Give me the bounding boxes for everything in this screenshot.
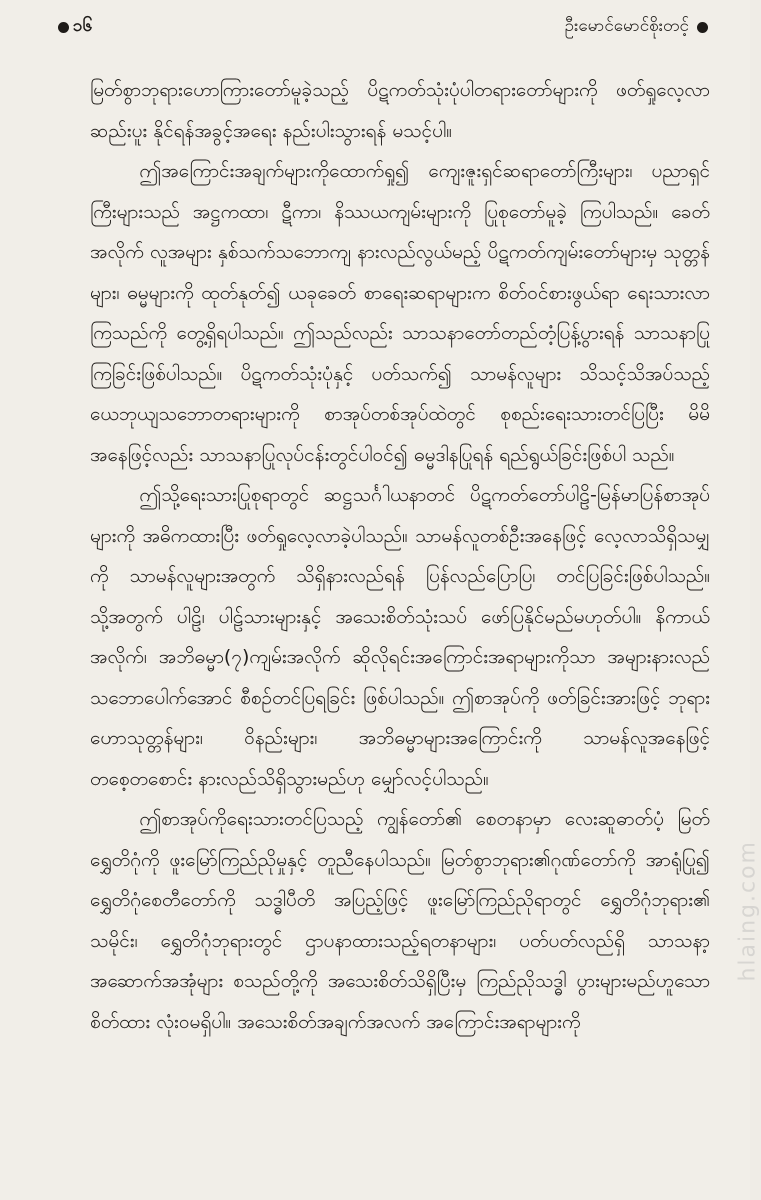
book-author: ဦးမောင်မောင်စိုးတင့် xyxy=(564,15,689,36)
paragraph: မြတ်စွာဘုရားဟောကြားတော်မူခဲ့သည့် ပိဋကတ်သုံးပုံပါတရားတော်များကို ဖတ်ရှုလေ့လာဆည်းပူး နိုင်ရန်အခွင့်အရေး နည်းပါးသွားရန် မသင့်ပါ။ xyxy=(90,79,710,142)
header-left xyxy=(58,15,92,40)
page-body xyxy=(90,70,710,1042)
running-header xyxy=(58,12,708,42)
bullet-icon xyxy=(58,22,69,33)
header-right xyxy=(565,15,708,40)
paragraph: ဤသို့ရေးသားပြုစုရာတွင် ဆဋ္ဌသင်္ဂါယနာတင် ပိဋကတ်တော်ပါဠိ-မြန်မာပြန်စာအုပ်များကို အဓိကထားပြီး ဖတ်ရှုလေ့လာခဲ့ပါသည်။ သာမန်လူတစ်ဦးအနေဖြင့် လေ့လာသိရှိသမျှကို သာမန်လူများအတွက် သိရှိနားလည်ရန် ပြန်လည်ပြောပြ၊ တင်ပြခြင်းဖြစ်ပါသည်။ သို့အတွက် ပါဠိ၊ ပါဠ်သားများနှင့် အသေးစိတ်သုံးသပ် ဖော်ပြနိုင်မည်မဟုတ်ပါ။ နိကာယ်အလိုက်၊ အဘိဓမ္မာ(၇)ကျမ်းအလိုက် ဆိုလိုရင်းအကြောင်းအရာများကိုသာ အများနားလည်သဘောပေါက်အောင် စီစဉ်တင်ပြရခြင်း ဖြစ်ပါသည်။ ဤစာအုပ်ကို ဖတ်ခြင်းအားဖြင့် ဘုရားဟောသုတ္တန်များ၊ ဝိနည်းများ၊ အဘိဓမ္မာများအကြောင်းကို သာမန်လူအနေဖြင့် တစေ့တစောင်း နားလည်သိရှိသွားမည်ဟု မျှော်လင့်ပါသည်။ xyxy=(90,484,710,790)
bullet-icon xyxy=(697,22,708,33)
watermark: hlaing.com xyxy=(736,840,761,982)
paragraph: ဤစာအုပ်ကိုရေးသားတင်ပြသည့် ကျွန်တော်၏ စေတနာမှာ လေးဆူဓာတ်ပံ့ မြတ်ရွှေတိဂုံကို ဖူးမြော်ကြည်ညိုမှုနှင့် တူညီနေပါသည်။ မြတ်စွာဘုရား၏ဂုဏ်တော်ကို အာရုံပြု၍ ရွှေတိဂုံစေတီတော်ကို သဒ္ဓါပီတိ အပြည့်ဖြင့် ဖူးမြော်ကြည်ညိုရာတွင် ရွှေတိဂုံဘုရား၏ သမိုင်း၊ ရွှေတိဂုံဘုရားတွင် ဌာပနာထားသည့်ရတနာများ၊ ပတ်ပတ်လည်ရှိ သာသနာ့ အဆောက်အအုံများ စသည်တို့ကို အသေးစိတ်သိရှိပြီးမှ ကြည်ညိုသဒ္ဓါ ပွားများမည်ဟူသော စိတ်ထား လုံးဝမရှိပါ။ အသေးစိတ်အချက်အလက် အကြောင်းအရာများကို xyxy=(90,808,710,1033)
paragraph: ဤအကြောင်းအချက်များကိုထောက်ရှု၍ ကျေးဇူးရှင်ဆရာတော်ကြီးများ၊ ပညာရှင်ကြီးများသည် အဋ္ဌကထာ၊ ဋီကာ၊ နိဿယကျမ်းများကို ပြုစုတော်မူခဲ့ ကြပါသည်။ ခေတ်အလိုက် လူအများ နှစ်သက်သဘောကျ နားလည်လွယ်မည့် ပိဋကတ်ကျမ်းတော်များမှ သုတ္တန်များ၊ ဓမ္မများကို ထုတ်နုတ်၍ ယခုခေတ် စာရေးဆရာများက စိတ်ဝင်စားဖွယ်ရာ ရေးသားလာကြသည်ကို တွေ့ရှိရပါသည်။ ဤသည်လည်း သာသနာတော်တည်တံ့ပြန့်ပွားရန် သာသနာပြုကြခြင်းဖြစ်ပါသည်။ ပိဋကတ်သုံးပုံနှင့် ပတ်သက်၍ သာမန်လူများ သိသင့်သိအပ်သည့် ယေဘုယျသဘောတရားများကို စာအုပ်တစ်အုပ်ထဲတွင် စုစည်းရေးသားတင်ပြပြီး မိမိအနေဖြင့်လည်း သာသနာပြုလုပ်ငန်းတွင်ပါဝင်၍ ဓမ္မဒါနပြုရန် ရည်ရွယ်ခြင်းဖြစ်ပါ သည်။ xyxy=(90,160,710,466)
page-number: ၁၆ xyxy=(73,15,93,36)
